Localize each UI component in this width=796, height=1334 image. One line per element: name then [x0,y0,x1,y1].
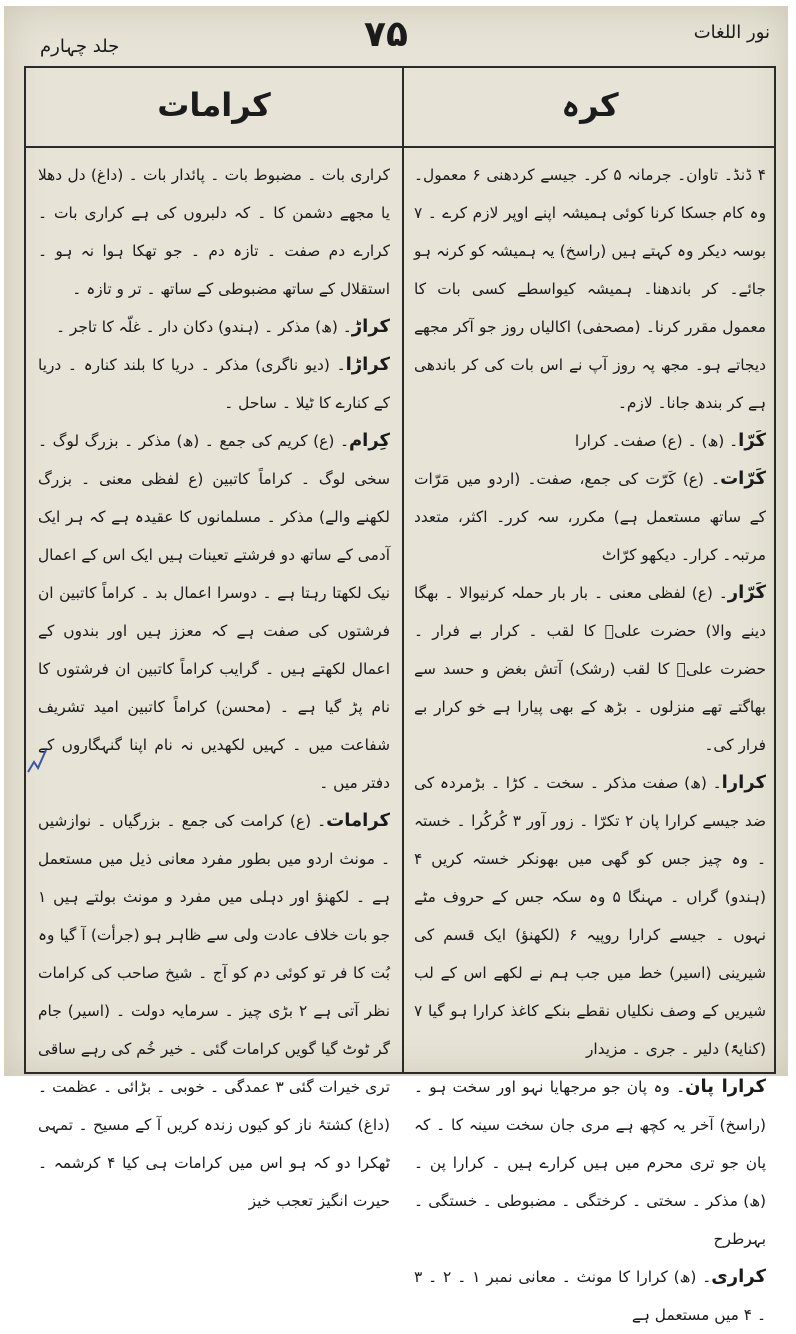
entry-definition: ۔ (ع) کریم کی جمع ۔ (ھ) مذکر ۔ بزرگ لوگ ۔ سخی لوگ ۔ کراماً کاتبین (ع لفظی معنی ۔ بزرگ لکھنے والے) مذکر ۔ مسلمانوں کا عقیدہ ہے کہ ہر ایک آدمی کے ساتھ دو فرشتے تعینات ہیں ایک اس کے اعمال نیک لکھتا رہتا ہے ۔ دوسرا اعمال بد ۔ کراماً کاتبین ان فرشتوں کی صفت ہے کہ معزز ہیں اور بندوں کے اعمال لکھتے ہیں ۔ گرایب کراماً کاتبین ان فرشتوں کا نام پڑ گیا ہے ۔ (محسن) کراماً کاتبین امید تشریف شفاعت میں ۔ کہیں لکھدیں نہ نام اپنا گنہگاروں کے دفتر میں ۔ [38,432,390,792]
headword: کرامات [326,810,390,831]
entry-definition: ۔ (ھ) کرارا کا مونث ۔ معانی نمبر ۱ ۔ ۲ ۔ ۳ ۔ ۴ میں مستعمل ہے [414,1268,766,1324]
headword: کراری [711,1266,766,1287]
headword: کرارا [721,772,766,793]
pen-mark-icon [24,746,50,776]
entry-definition: ۔ (ع) کرامت کی جمع ۔ بزرگیاں ۔ نوازشیں ۔ مونث اردو میں بطور مفرد معانی ذیل میں مستعمل ہے ۔ لکھنؤ اور دہلی میں مفرد و مونث بولتے ہیں ۱ جو بات خلاف عادت ولی سے ظاہر ہو (جرأت) آ گیا وہ بُت کا فر تو کوئی دم کو آج ۔ شیخ صاحب کی کرامات نظر آتی ہے ۲ بڑی چیز ۔ سرمایہ دولت ۔ (اسیر) جام گر ٹوٹ گیا گویں کرامات گئی ۔ خیر خُم کی رہے ساقی تری خیرات گئی ۳ عمدگی ۔ خوبی ۔ بڑائی ۔ عظمت ۔ (داغ) کشتۂ ناز کو کیوں زندہ کریں آ کے مسیح ۔ تمہی ٹھکرا دو کہ ہو اس میں کرامات ہی کیا ۴ کرشمہ ۔ حیرت انگیز تعجب خیز [38,812,391,1210]
entry-paragraph [414,1258,766,1334]
right-column-heading: کرہ [561,86,619,124]
entry-definition: ۔ (ع) کَرّت کی جمع، صفت۔ (اردو میں مَرّات کے ساتھ مستعمل ہے) مکرر، سہ کرر۔ اکثر، متعدد مرتبہ۔ کرار۔ دیکھو کرّاٹ [414,470,766,564]
entry-paragraph [38,346,390,422]
entry-paragraph [414,574,766,764]
headword: کَرّا [738,430,766,451]
headword: کِرام [348,430,390,451]
left-column-text [38,156,391,1210]
headword: کَرّار [727,582,766,603]
entry-paragraph [38,802,390,1220]
page-header [4,6,788,64]
entry-definition: ۔ (دیو ناگری) مذکر ۔ دریا کا بلند کنارہ ۔ دریا کے کنارے کا ٹیلا ۔ ساحل ۔ [38,356,390,412]
left-column-heading: کرامات [157,86,271,124]
entry-paragraph: ۴ ڈنڈ۔ تاوان۔ جرمانہ ۵ کر۔ جیسے کردھنی ۶ معمول۔ وہ کام جسکا کرنا کوئی ہمیشہ اپنے اوپر لازم کرے ۔ ۷ بوسہ دیکر وہ کہتے ہیں (راسخ) یہ ہمیشہ کو کرنہ ہو جائے۔ کر باندھنا۔ ہمیشہ کیواسطے کسی بات کا معمول مقرر کرنا۔ (مصحفی) اکالیاں روز جو آکر مجھے دیجاتے ہو۔ مجھ پہ روز آپ نے اس بات کی کر باندھی ہے کر بندھ جانا۔ لازم۔ [414,166,767,412]
entry-paragraph [414,460,766,574]
entry-paragraph [414,764,766,1068]
entry-definition: ۔ (ھ) صفت مذکر ۔ سخت ۔ کڑا ۔ بڑمردہ کی ضد جیسے کرارا پان ۲ تکرّا ۔ زور آور ۳ کُرکُرا ۔ خستہ ۔ وہ چیز جس کو گھی میں بھونکر خستہ کریں ۴ (ہندو) گراں ۔ مہنگا ۵ وہ سکہ جس کے حروف مٹے نہوں ۔ جیسے کرارا روپیہ ۶ (لکھنؤ) ایک قسم کی شیرینی (اسیر) خط میں جب ہم نے لکھے اس کے لب شیریں کے وصف نکلیاں نقطے بنکے کاغذ کرارا ہو گیا ۷ (کنایۃً) دلیر ۔ جری ۔ مزیدار [414,774,767,1058]
entry-paragraph [38,422,390,802]
column-divider [402,68,404,1072]
entry-paragraph [38,308,390,346]
entry-paragraph [414,1068,766,1258]
headword: کرارا پان [685,1076,766,1097]
headword: کراڑ [351,316,390,337]
entry-definition: ۔ وہ پان جو مرجھایا نہو اور سخت ہو ۔ (راسخ) آخر یہ کچھ ہے مری جان سخت سینہ کا ۔ کہ پان جو تری محرم میں ہیں کرارے ہیں ۔ کرارا پن ۔ (ھ) مذکر ۔ سختی ۔ کرختگی ۔ مضبوطی ۔ خستگی ۔ بہرطرح [414,1078,766,1248]
book-page [4,6,788,1324]
title-divider [26,146,774,148]
two-column-frame [24,66,776,1324]
entry-definition: ۔ (ع) لفظی معنی ۔ بار بار حملہ کرنیوالا ۔ بھگا دینے والا) حضرت علیؑ کا لقب ۔ کرار بے فرار ۔ حضرت علیؑ کا لقب (رشک) آتش بغض و حسد سے بھاگتے تھے منزلوں ۔ بڑھ کے بھی پیارا ہے خو کرار بے فرار کی۔ [414,584,766,754]
page-number: ۷۵ [364,14,408,55]
entry-definition: ۔ (ھ) مذکر ۔ (ہندو) دکان دار ۔ غلّہ کا تاجر ۔ [55,318,352,336]
headword: کراڑا [345,354,390,375]
headword: کَرّات [720,468,766,489]
entry-paragraph: کراری بات ۔ مضبوط بات ۔ پائدار بات ۔ (داغ) دل دھلا یا مجھے دشمن کا ۔ کہ دلبروں کی ہے کراری بات ۔ کرارے دم صفت ۔ تازہ دم ۔ جو تھکا ہوا نہ ہو ۔ استقلال کے ساتھ مضبوطی کے ساتھ ۔ تر و تازہ ۔ [38,166,390,298]
running-title: نور اللغات [693,22,770,43]
entry-paragraph [414,422,766,460]
right-column-text [414,156,767,1324]
volume-label: جلد چہارم [40,36,120,57]
entry-definition: ۔ (ھ) ۔ (ع) صفت۔ کرارا [574,432,739,450]
